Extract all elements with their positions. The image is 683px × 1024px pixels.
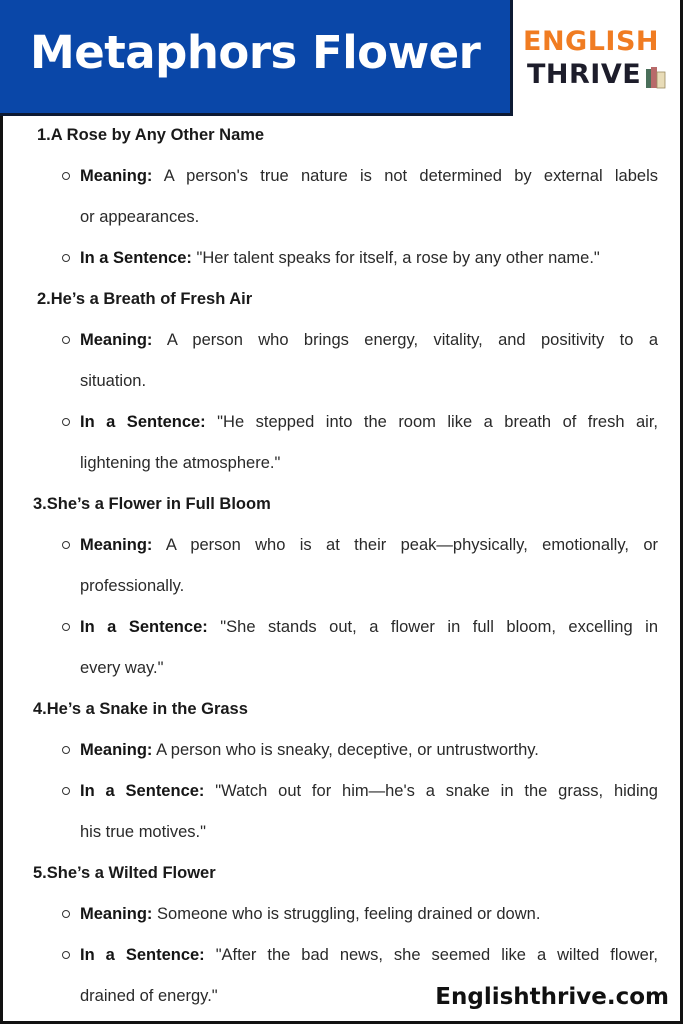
sentence-text: "He stepped into the room like a breath of fresh air, — [217, 413, 658, 431]
books-icon — [645, 66, 667, 90]
bullet-icon — [62, 336, 70, 344]
sentence-line — [80, 413, 658, 432]
bullet-icon — [62, 746, 70, 754]
meaning-label: Meaning: — [80, 905, 153, 923]
sentence-line: drained of energy." — [80, 987, 218, 1005]
meaning-line: or appearances. — [80, 208, 200, 226]
meaning-label: Meaning: — [80, 536, 153, 554]
meaning-line: professionally. — [80, 577, 185, 595]
bullet-icon — [62, 951, 70, 959]
item-title: 3.She’s a Flower in Full Bloom — [33, 495, 271, 513]
bullet-icon — [62, 541, 70, 549]
sentence-label: In a Sentence: — [80, 946, 205, 964]
sentence-label: In a Sentence: — [80, 249, 192, 267]
logo-text-english: ENGLISH — [523, 26, 659, 57]
bullet-icon — [62, 787, 70, 795]
sentence-label: In a Sentence: — [80, 413, 206, 431]
page-title: Metaphors Flower — [30, 26, 481, 79]
meaning-text: A person who brings energy, vitality, and positivity to a — [166, 331, 658, 349]
meaning-label: Meaning: — [80, 741, 153, 759]
logo-text-thrive: THRIVE — [527, 59, 642, 90]
meaning-label: Meaning: — [80, 331, 153, 349]
meaning-line — [80, 536, 658, 555]
website-watermark: Englishthrive.com — [435, 984, 669, 1010]
meaning-text: Someone who is struggling, feeling drained or down. — [157, 905, 541, 923]
sentence-text: "Her talent speaks for itself, a rose by any other name." — [196, 249, 600, 267]
sentence-text: "Watch out for him—he's a snake in the grass, hiding — [215, 782, 658, 800]
sentence-line: lightening the atmosphere." — [80, 454, 281, 472]
item-title: 5.She’s a Wilted Flower — [33, 864, 216, 882]
meaning-text: A person who is sneaky, deceptive, or untrustworthy. — [156, 741, 539, 759]
meaning-line: situation. — [80, 372, 147, 390]
english-thrive-logo — [515, 0, 683, 116]
title-banner — [0, 0, 513, 116]
sentence-line: every way." — [80, 659, 164, 677]
meaning-line — [80, 741, 658, 760]
meaning-text: A person's true nature is not determined by external labels — [163, 167, 658, 185]
item-title: 4.He’s a Snake in the Grass — [33, 700, 248, 718]
item-title: 1.A Rose by Any Other Name — [37, 126, 265, 144]
sentence-line: his true motives." — [80, 823, 206, 841]
item-title: 2.He’s a Breath of Fresh Air — [37, 290, 253, 308]
meaning-line — [80, 905, 658, 924]
bullet-icon — [62, 418, 70, 426]
bullet-icon — [62, 172, 70, 180]
meaning-label: Meaning: — [80, 167, 153, 185]
meaning-line — [80, 167, 658, 186]
meaning-line — [80, 331, 658, 350]
sentence-label: In a Sentence: — [80, 618, 208, 636]
sentence-line — [80, 618, 658, 637]
meaning-text: A person who is at their peak—physically, emotionally, or — [165, 536, 658, 554]
bullet-icon — [62, 623, 70, 631]
bullet-icon — [62, 254, 70, 262]
sentence-text: "She stands out, a flower in full bloom, excelling in — [220, 618, 658, 636]
sentence-line — [80, 249, 658, 268]
sentence-text: "After the bad news, she seemed like a wilted flower, — [215, 946, 658, 964]
sentence-line — [80, 946, 658, 965]
sentence-label: In a Sentence: — [80, 782, 205, 800]
sentence-line — [80, 782, 658, 801]
bullet-icon — [62, 910, 70, 918]
